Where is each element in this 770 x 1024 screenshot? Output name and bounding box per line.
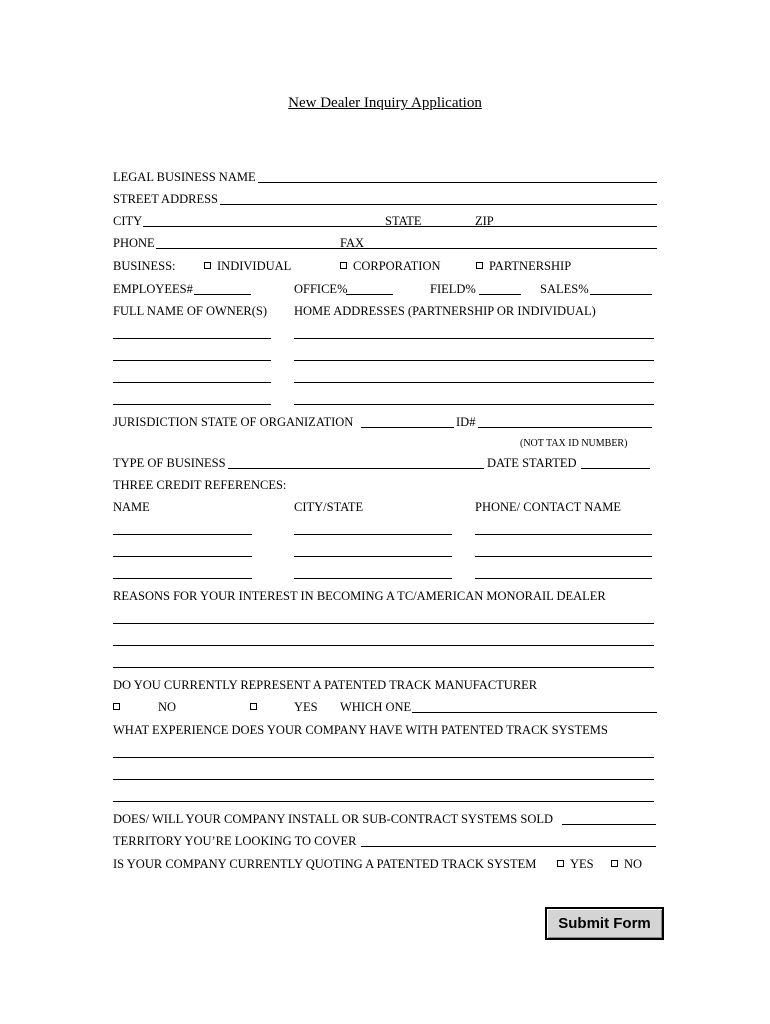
ref-name-field[interactable]: [113, 534, 252, 535]
home-address-field[interactable]: [294, 360, 654, 361]
home-address-field[interactable]: [294, 382, 654, 383]
sales-label: SALES%: [540, 282, 589, 296]
id-field[interactable]: [478, 427, 652, 428]
phone-label: PHONE: [113, 236, 155, 250]
ref-city-state-header: CITY/STATE: [294, 500, 364, 514]
employees-field[interactable]: [194, 294, 251, 295]
territory-field[interactable]: [361, 846, 656, 847]
field-label: FIELD%: [430, 282, 476, 296]
corporation-option[interactable]: [340, 259, 441, 273]
ref-name-field[interactable]: [113, 556, 252, 557]
page-title: New Dealer Inquiry Application: [288, 95, 482, 111]
home-address-field[interactable]: [294, 338, 654, 339]
install-field[interactable]: [562, 824, 656, 825]
owner-name-field[interactable]: [113, 338, 271, 339]
street-address-field[interactable]: [220, 204, 657, 205]
ref-phone-contact-header: PHONE/ CONTACT NAME: [475, 500, 621, 514]
sales-field[interactable]: [590, 294, 652, 295]
experience-question: WHAT EXPERIENCE DOES YOUR COMPANY HAVE WITH PATENTED TRACK SYSTEMS: [113, 723, 608, 737]
legal-business-name-field[interactable]: [258, 182, 657, 183]
employees-label: EMPLOYEES#: [113, 282, 193, 296]
submit-form-button[interactable]: Submit Form: [545, 907, 664, 940]
individual-label: INDIVIDUAL: [217, 259, 292, 273]
not-tax-id-note: (NOT TAX ID NUMBER): [520, 438, 628, 449]
corporation-label: CORPORATION: [353, 259, 441, 273]
jurisdiction-field[interactable]: [361, 427, 454, 428]
ref-city-state-field[interactable]: [294, 578, 452, 579]
no-checkbox[interactable]: [113, 703, 120, 710]
owner-name-field[interactable]: [113, 382, 271, 383]
home-address-field[interactable]: [294, 404, 654, 405]
partnership-label: PARTNERSHIP: [489, 259, 572, 273]
partnership-checkbox[interactable]: [476, 262, 483, 269]
ref-city-state-field[interactable]: [294, 534, 452, 535]
fax-label: FAX: [340, 236, 365, 250]
office-field[interactable]: [346, 294, 393, 295]
quoting-no-label: NO: [624, 857, 643, 871]
credit-references-label: THREE CREDIT REFERENCES:: [113, 478, 287, 492]
reasons-field[interactable]: [113, 623, 654, 624]
zip-label: ZIP: [475, 214, 494, 228]
ref-phone-contact-field[interactable]: [475, 578, 652, 579]
quoting-yes-option[interactable]: [557, 857, 594, 871]
experience-field[interactable]: [113, 779, 654, 780]
home-addresses-label: HOME ADDRESSES (PARTNERSHIP OR INDIVIDUAL): [294, 304, 596, 318]
represent-yes-checkbox[interactable]: [250, 700, 263, 714]
street-address-label: STREET ADDRESS: [113, 192, 218, 206]
type-of-business-label: TYPE OF BUSINESS: [113, 456, 226, 470]
represent-question: DO YOU CURRENTLY REPRESENT A PATENTED TRACK MANUFACTURER: [113, 678, 538, 692]
reasons-field[interactable]: [113, 645, 654, 646]
individual-option[interactable]: [204, 259, 291, 273]
which-one-field[interactable]: [412, 712, 657, 713]
quoting-no-checkbox[interactable]: [611, 860, 618, 867]
owner-name-field[interactable]: [113, 360, 271, 361]
full-name-owners-label: FULL NAME OF OWNER(S): [113, 304, 268, 318]
represent-no-checkbox[interactable]: [113, 700, 126, 714]
partnership-option[interactable]: [476, 259, 571, 273]
individual-checkbox[interactable]: [204, 262, 211, 269]
install-question: DOES/ WILL YOUR COMPANY INSTALL OR SUB-CONTRACT SYSTEMS SOLD: [113, 812, 554, 826]
id-label: ID#: [456, 415, 476, 429]
ref-phone-contact-field[interactable]: [475, 556, 652, 557]
quoting-question: IS YOUR COMPANY CURRENTLY QUOTING A PATENTED TRACK SYSTEM: [113, 857, 537, 871]
reasons-field[interactable]: [113, 667, 654, 668]
ref-name-field[interactable]: [113, 578, 252, 579]
type-of-business-field[interactable]: [228, 468, 484, 469]
quoting-yes-label: YES: [570, 857, 594, 871]
city-label: CITY: [113, 214, 143, 228]
legal-business-name-label: LEGAL BUSINESS NAME: [113, 170, 256, 184]
experience-field[interactable]: [113, 801, 654, 802]
date-started-field[interactable]: [581, 468, 650, 469]
business-label: BUSINESS:: [113, 259, 176, 273]
office-label: OFFICE%: [294, 282, 348, 296]
phone-fax-field[interactable]: [156, 248, 657, 249]
territory-label: TERRITORY YOU’RE LOOKING TO COVER: [113, 834, 357, 848]
owner-name-field[interactable]: [113, 404, 271, 405]
quoting-no-option[interactable]: [611, 857, 642, 871]
state-label: STATE: [385, 214, 422, 228]
jurisdiction-label: JURISDICTION STATE OF ORGANIZATION: [113, 415, 354, 429]
corporation-checkbox[interactable]: [340, 262, 347, 269]
ref-phone-contact-field[interactable]: [475, 534, 652, 535]
date-started-label: DATE STARTED: [487, 456, 577, 470]
field-field[interactable]: [479, 294, 521, 295]
represent-yes-label: YES: [294, 700, 318, 714]
reasons-label: REASONS FOR YOUR INTEREST IN BECOMING A TC/AMERICAN MONORAIL DEALER: [113, 589, 606, 603]
ref-name-header: NAME: [113, 500, 150, 514]
yes-checkbox[interactable]: [250, 703, 257, 710]
which-one-label: WHICH ONE: [340, 700, 412, 714]
experience-field[interactable]: [113, 757, 654, 758]
ref-city-state-field[interactable]: [294, 556, 452, 557]
represent-no-label: NO: [158, 700, 177, 714]
quoting-yes-checkbox[interactable]: [557, 860, 564, 867]
